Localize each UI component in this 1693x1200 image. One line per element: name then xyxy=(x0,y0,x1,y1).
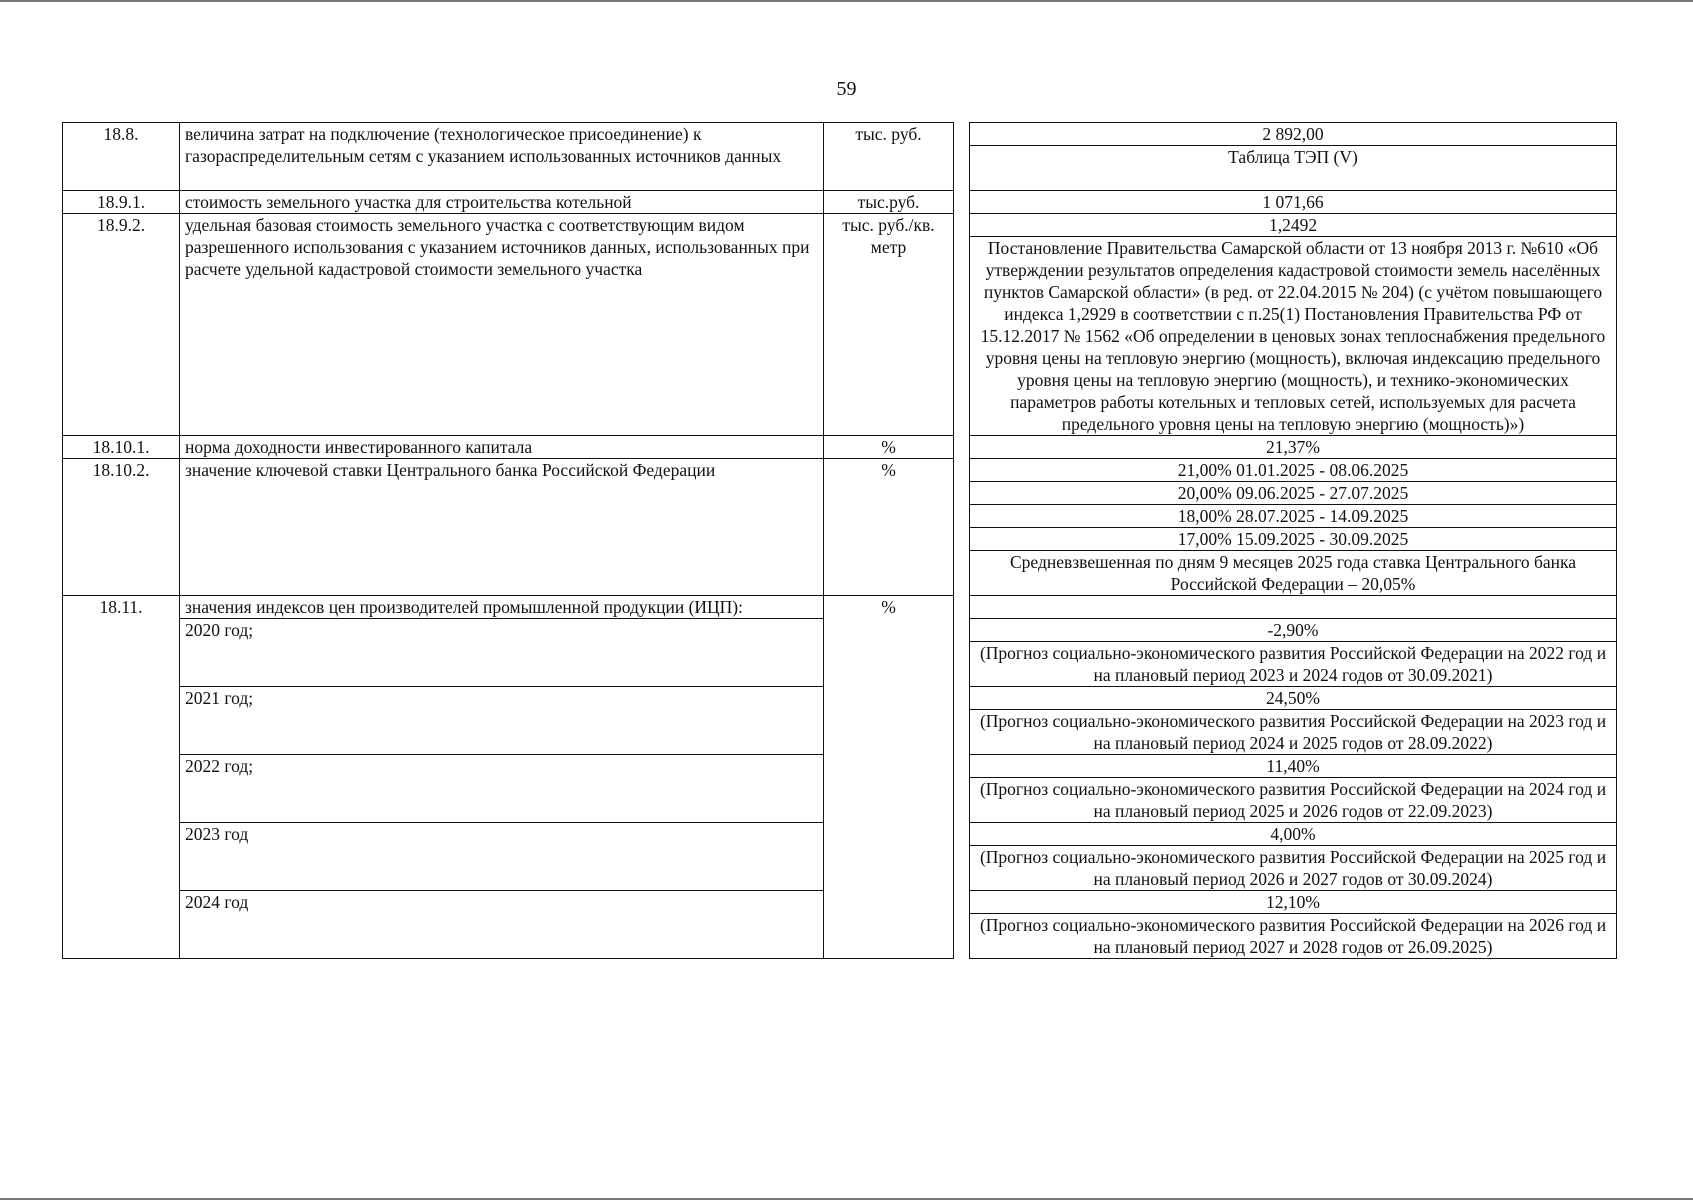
ppi-value: 12,10% xyxy=(970,891,1617,914)
year-label: 2020 год; xyxy=(180,619,824,687)
year-label: 2023 год xyxy=(180,823,824,891)
year-label: 2024 год xyxy=(180,891,824,959)
row-value: 21,37% xyxy=(970,436,1617,459)
year-label: 2021 год; xyxy=(180,687,824,755)
row-unit: тыс. руб./кв. метр xyxy=(824,214,954,436)
table-row xyxy=(63,191,1617,214)
row-number: 18.10.1. xyxy=(63,436,180,459)
ppi-source: (Прогноз социально-экономического развития Российской Федерации на 2025 год и на плановый период 2026 и 2027 годов от 30.09.2024) xyxy=(970,846,1617,891)
row-value: 1 071,66 xyxy=(970,191,1617,214)
year-label: 2022 год; xyxy=(180,755,824,823)
row-source: Таблица ТЭП (V) xyxy=(970,146,1617,191)
row-description: норма доходности инвестированного капитала xyxy=(180,436,824,459)
key-rate-period: 17,00% 15.09.2025 - 30.09.2025 xyxy=(970,528,1617,551)
row-number: 18.9.1. xyxy=(63,191,180,214)
row-unit: тыс. руб. xyxy=(824,123,954,191)
row-description: удельная базовая стоимость земельного участка с соответствующим видом разрешенного использования с указанием источников данных, использованных при расчете удельной кадастровой стоимости земельного участка xyxy=(180,214,824,436)
ppi-source: (Прогноз социально-экономического развития Российской Федерации на 2026 год и на плановый период 2027 и 2028 годов от 26.09.2025) xyxy=(970,914,1617,959)
row-number: 18.11. xyxy=(63,596,180,959)
row-number: 18.8. xyxy=(63,123,180,191)
table-row xyxy=(63,123,1617,146)
row-description: величина затрат на подключение (технологическое присоединение) к газораспределительным сетям с указанием использованных источников данных xyxy=(180,123,824,191)
table-row xyxy=(63,436,1617,459)
ppi-source: (Прогноз социально-экономического развития Российской Федерации на 2023 год и на плановый период 2024 и 2025 годов от 28.09.2022) xyxy=(970,710,1617,755)
scan-top-edge xyxy=(0,0,1693,2)
row-unit: % xyxy=(824,436,954,459)
ppi-source: (Прогноз социально-экономического развития Российской Федерации на 2024 год и на плановый период 2025 и 2026 годов от 22.09.2023) xyxy=(970,778,1617,823)
row-number: 18.10.2. xyxy=(63,459,180,596)
ppi-value: 4,00% xyxy=(970,823,1617,846)
parameters-table xyxy=(62,122,1617,959)
ppi-value: 24,50% xyxy=(970,687,1617,710)
row-value-empty xyxy=(970,596,1617,619)
row-description: стоимость земельного участка для строительства котельной xyxy=(180,191,824,214)
row-description: значения индексов цен производителей промышленной продукции (ИЦП): xyxy=(180,596,824,619)
table-row xyxy=(63,214,1617,237)
key-rate-period: 20,00% 09.06.2025 - 27.07.2025 xyxy=(970,482,1617,505)
table-row xyxy=(63,596,1617,619)
table-row xyxy=(63,459,1617,482)
row-unit: % xyxy=(824,459,954,596)
row-description: значение ключевой ставки Центрального банка Российской Федерации xyxy=(180,459,824,596)
key-rate-period: 18,00% 28.07.2025 - 14.09.2025 xyxy=(970,505,1617,528)
key-rate-period: 21,00% 01.01.2025 - 08.06.2025 xyxy=(970,459,1617,482)
row-source: Постановление Правительства Самарской области от 13 ноября 2013 г. №610 «Об утверждении результатов определения кадастровой стоимости земель населённых пунктов Самарской области» (в ред. от 22.04.2015 № 204) (с учётом повышающего индекса 1,2929 в соответствии с п.25(1) Постановления Правительства РФ от 15.12.2017 № 1562 «Об определении в ценовых зонах теплоснабжения предельного уровня цены на тепловую энергию (мощность), включая индексацию предельного уровня цены на тепловую энергию (мощность), и технико-экономических параметров работы котельных и тепловых сетей, используемых для расчета предельного уровня цены на тепловую энергию (мощность)») xyxy=(970,237,1617,436)
row-value: 1,2492 xyxy=(970,214,1617,237)
row-unit: тыс.руб. xyxy=(824,191,954,214)
ppi-value: -2,90% xyxy=(970,619,1617,642)
ppi-source: (Прогноз социально-экономического развития Российской Федерации на 2022 год и на плановый период 2023 и 2024 годов от 30.09.2021) xyxy=(970,642,1617,687)
row-value: 2 892,00 xyxy=(970,123,1617,146)
row-number: 18.9.2. xyxy=(63,214,180,436)
page-number: 59 xyxy=(836,78,857,100)
ppi-value: 11,40% xyxy=(970,755,1617,778)
row-unit: % xyxy=(824,596,954,959)
key-rate-summary: Средневзвешенная по дням 9 месяцев 2025 года ставка Центрального банка Российской Федерации – 20,05% xyxy=(970,551,1617,596)
